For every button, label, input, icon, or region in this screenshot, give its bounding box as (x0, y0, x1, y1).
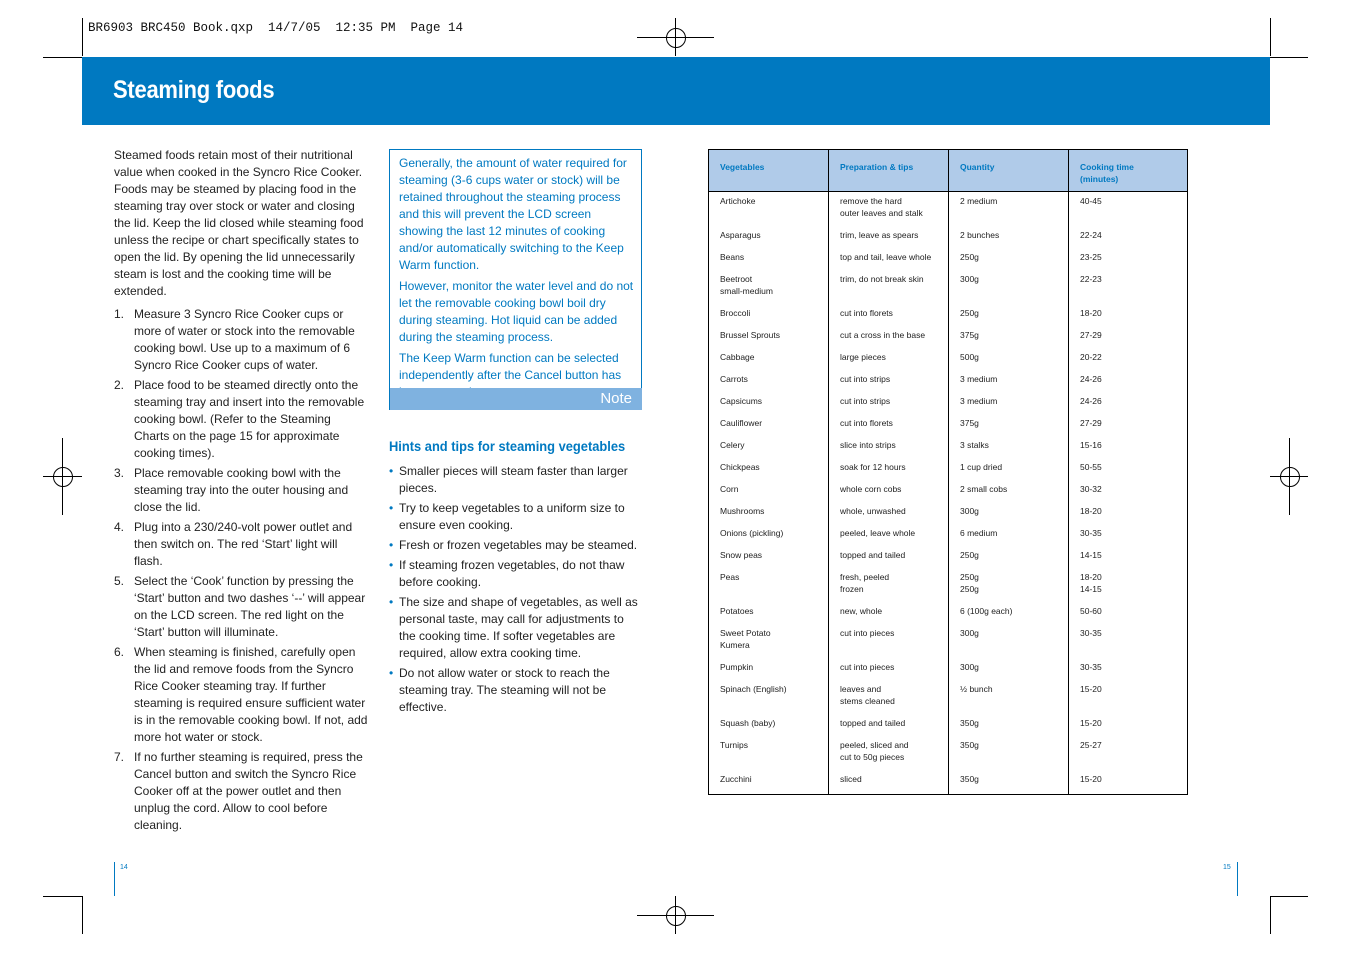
cell-time: 50-55 (1080, 462, 1102, 472)
intro-column (114, 147, 368, 837)
cell-quantity: 250g (960, 252, 979, 262)
cell-vegetable: Beans (720, 252, 745, 262)
cell-quantity: 250g (960, 308, 979, 318)
cell-quantity: ½ bunch (960, 684, 993, 694)
cell-vegetable: Capsicums (720, 396, 763, 406)
cell-preparation: sliced (840, 774, 862, 784)
cell-time: 40-45 (1080, 196, 1102, 206)
header-cooking-time: Cooking time (minutes) (1080, 162, 1134, 184)
cell-vegetable: Cabbage (720, 352, 755, 362)
steps-list (114, 306, 368, 834)
cell-quantity: 350g (960, 718, 979, 728)
cell-quantity: 300g (960, 274, 979, 284)
cell-preparation: cut a cross in the base (840, 330, 926, 340)
cell-time: 18-20 14-15 (1080, 572, 1102, 594)
cell-time: 27-29 (1080, 330, 1102, 340)
cell-time: 14-15 (1080, 550, 1102, 560)
cell-time: 18-20 (1080, 308, 1102, 318)
list-item: 7. If no further steaming is required, press the Cancel button and switch the Syncro Rice Cooker off at the power outlet and then unplug the cord. Allow to cool before cleaning. (114, 750, 363, 832)
cell-preparation: trim, leave as spears (840, 230, 919, 240)
cell-preparation: topped and tailed (840, 718, 906, 728)
list-item: 5. Select the ‘Cook’ function by pressing the ‘Start’ button and two dashes ‘--’ will appear on the LCD screen. The red light on the ‘Start’ button will illuminate. (114, 574, 366, 639)
cell-preparation: trim, do not break skin (840, 274, 924, 284)
page-number-left: 14 (120, 864, 128, 871)
cell-vegetable: Artichoke (720, 196, 756, 206)
hints-list (389, 463, 643, 719)
header-quantity: Quantity (960, 162, 995, 172)
page-number-right: 15 (1223, 864, 1231, 871)
cell-preparation: cut into pieces (840, 628, 895, 638)
note-label: Note (600, 390, 632, 407)
cell-preparation: cut into strips (840, 374, 891, 384)
cell-time: 50-60 (1080, 606, 1102, 616)
cell-quantity: 375g (960, 330, 979, 340)
cell-preparation: cut into florets (840, 418, 893, 428)
cell-vegetable: Peas (720, 572, 740, 582)
cell-time: 23-25 (1080, 252, 1102, 262)
cell-quantity: 350g (960, 740, 979, 750)
cell-vegetable: Chickpeas (720, 462, 760, 472)
intro-paragraph: Steamed foods retain most of their nutritional value when cooked in the Syncro Rice Cooker. Foods may be steamed by placing food in the steaming tray over stock or water and closing the lid. Keep the lid closed while steaming food unless the recipe or chart specifically states to open the lid. By opening the lid unnecessarily steam is lost and the cooking time will be extended. (114, 148, 364, 298)
cell-vegetable: Celery (720, 440, 745, 450)
cell-quantity: 2 medium (960, 196, 998, 206)
cell-time: 20-22 (1080, 352, 1102, 362)
cell-quantity: 500g (960, 352, 979, 362)
header-preparation: Preparation & tips (840, 162, 914, 172)
note-paragraph: The Keep Warm function can be selected independently after the Cancel button has (399, 351, 622, 382)
cell-time: 25-27 (1080, 740, 1102, 750)
cell-preparation: whole, unwashed (840, 506, 906, 516)
cell-time: 15-20 (1080, 718, 1102, 728)
cell-preparation: topped and tailed (840, 550, 906, 560)
cell-vegetable: Pumpkin (720, 662, 754, 672)
cell-preparation: fresh, peeled frozen (840, 572, 890, 594)
cell-quantity: 250g 250g (960, 572, 979, 594)
cell-time: 30-35 (1080, 528, 1102, 538)
hints-heading: Hints and tips for steaming vegetables (389, 438, 626, 454)
list-item: • Try to keep vegetables to a uniform size to ensure even cooking. (389, 501, 625, 532)
page-title: Steaming foods (113, 76, 275, 104)
cell-quantity: 3 medium (960, 396, 998, 406)
cell-preparation: top and tail, leave whole (840, 252, 932, 262)
cell-quantity: 300g (960, 628, 979, 638)
cell-quantity: 3 stalks (960, 440, 989, 450)
cell-quantity: 300g (960, 662, 979, 672)
cell-vegetable: Spinach (English) (720, 684, 787, 694)
cell-vegetable: Potatoes (720, 606, 754, 616)
cell-quantity: 1 cup dried (960, 462, 1003, 472)
cell-time: 22-24 (1080, 230, 1102, 240)
cell-time: 30-35 (1080, 628, 1102, 638)
cell-preparation: cut into pieces (840, 662, 895, 672)
cell-vegetable: Cauliflower (720, 418, 763, 428)
cell-vegetable: Sweet Potato Kumera (720, 628, 771, 650)
cell-time: 15-20 (1080, 684, 1102, 694)
cell-quantity: 6 (100g each) (960, 606, 1013, 616)
cell-vegetable: Carrots (720, 374, 748, 384)
cell-time: 22-23 (1080, 274, 1102, 284)
cell-vegetable: Corn (720, 484, 739, 494)
cell-preparation: new, whole (840, 606, 883, 616)
cell-vegetable: Mushrooms (720, 506, 765, 516)
cell-time: 24-26 (1080, 396, 1102, 406)
cell-vegetable: Beetroot small-medium (720, 274, 773, 296)
list-item: 3. Place removable cooking bowl with the steaming tray into the outer housing and close the lid. (114, 466, 349, 514)
cell-vegetable: Onions (pickling) (720, 528, 784, 538)
note-text (399, 155, 637, 405)
cell-quantity: 2 small cobs (960, 484, 1008, 494)
cell-quantity: 350g (960, 774, 979, 784)
list-item: • If steaming frozen vegetables, do not thaw before cooking. (389, 558, 625, 589)
cell-vegetable: Zucchini (720, 774, 752, 784)
cell-vegetable: Asparagus (720, 230, 761, 240)
page-marker-left (114, 862, 115, 896)
cell-preparation: peeled, sliced and cut to 50g pieces (840, 740, 909, 762)
cell-vegetable: Turnips (720, 740, 749, 750)
cell-vegetable: Brussel Sprouts (720, 330, 780, 340)
cell-time: 30-35 (1080, 662, 1102, 672)
cell-vegetable: Squash (baby) (720, 718, 776, 728)
cell-preparation: cut into strips (840, 396, 891, 406)
note-label-bar (390, 388, 642, 410)
list-item: • Do not allow water or stock to reach the steaming tray. The steaming will not be effective. (389, 666, 610, 714)
cell-preparation: cut into florets (840, 308, 893, 318)
header-vegetables: Vegetables (720, 162, 765, 172)
cell-preparation: soak for 12 hours (840, 462, 906, 472)
list-item: • The size and shape of vegetables, as well as personal taste, may call for adjustments to the cooking time. If softer vegetables are required, allow extra cooking time. (389, 595, 638, 660)
page-marker-right (1237, 862, 1238, 896)
cell-quantity: 2 bunches (960, 230, 1000, 240)
cell-preparation: remove the hard outer leaves and stalk (840, 196, 923, 218)
cell-time: 27-29 (1080, 418, 1102, 428)
list-item: • Fresh or frozen vegetables may be steamed. (389, 538, 638, 552)
list-item: 2. Place food to be steamed directly onto the steaming tray and insert into the removable cooking bowl. (Refer to the Steaming Charts on the page 15 for approximate cooking times). (114, 378, 365, 460)
cell-preparation: peeled, leave whole (840, 528, 916, 538)
cell-time: 30-32 (1080, 484, 1102, 494)
cell-time: 18-20 (1080, 506, 1102, 516)
list-item: • Smaller pieces will steam faster than larger pieces. (389, 464, 628, 495)
note-paragraph: Generally, the amount of water required for steaming (3-6 cups water or stock) will be retained throughout the steaming process and this will prevent the LCD screen showing the last 12 minutes of cooking and/or automatically switching to the Keep Warm function. (399, 156, 627, 272)
cell-vegetable: Broccoli (720, 308, 751, 318)
cell-vegetable: Snow peas (720, 550, 763, 560)
note-paragraph: However, monitor the water level and do not let the removable cooking bowl boil dry during steaming. Hot liquid can be added during the steaming process. (399, 279, 634, 344)
list-item: 1. Measure 3 Syncro Rice Cooker cups or more of water or stock into the removable cooking bowl. Use up to a maximum of 6 Syncro Rice Cooker cups of water. (114, 307, 355, 372)
cell-quantity: 6 medium (960, 528, 998, 538)
cell-quantity: 3 medium (960, 374, 998, 384)
cell-preparation: slice into strips (840, 440, 896, 450)
cell-time: 15-16 (1080, 440, 1102, 450)
cell-quantity: 375g (960, 418, 979, 428)
cell-quantity: 300g (960, 506, 979, 516)
cell-preparation: large pieces (840, 352, 886, 362)
list-item: 4. Plug into a 230/240-volt power outlet and then switch on. The red ‘Start’ light will flash. (114, 520, 353, 568)
cell-preparation: whole corn cobs (840, 484, 902, 494)
cell-preparation: leaves and stems cleaned (840, 684, 895, 706)
cell-time: 24-26 (1080, 374, 1102, 384)
cell-time: 15-20 (1080, 774, 1102, 784)
list-item: 6. When steaming is finished, carefully open the lid and remove foods from the Syncro Rice Cooker steaming tray. If further steaming is required ensure sufficient water is in the removable cooking bowl. If not, add more hot water or stock. (114, 645, 368, 744)
print-slug: BR6903 BRC450 Book.qxp 14/7/05 12:35 PM Page 14 (88, 21, 464, 35)
cell-quantity: 250g (960, 550, 979, 560)
steaming-chart-table (708, 149, 1188, 795)
